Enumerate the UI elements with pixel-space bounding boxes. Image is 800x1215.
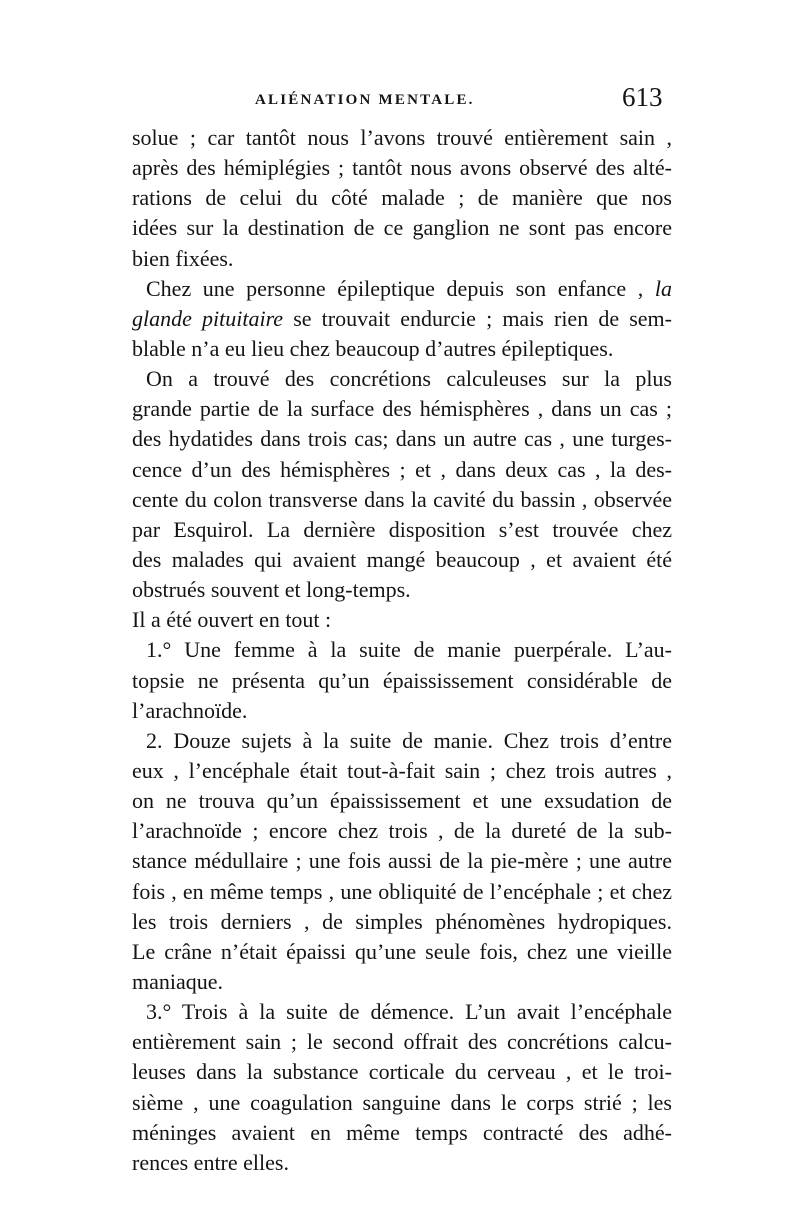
text-line: grande partie de la surface des hémisphères , dans un cas ; — [132, 396, 672, 422]
text-line: fois , en même temps , une obliquité de l’encéphale ; et chez — [132, 878, 672, 904]
text-line: idées sur la destination de ce ganglion ne sont pas encore — [132, 215, 672, 241]
text-line: glande pituitaire se trouvait endurcie ; mais rien de sem- — [132, 305, 672, 331]
text-line: cente du colon transverse dans la cavité du bassin , observée — [132, 486, 672, 512]
text-line: bien fixées. — [132, 245, 234, 271]
text-line: Il a été ouvert en tout : — [132, 607, 332, 633]
text-line: des malades qui avaient mangé beaucoup , et avaient été — [132, 546, 672, 572]
text-line: Le crâne n’était épaissi qu’une seule fois, chez une vieille — [132, 938, 672, 964]
text-line: stance médullaire ; une fois aussi de la pie-mère ; une autre — [132, 848, 672, 874]
text-line: l’arachnoïde. — [132, 697, 248, 723]
text-line: cence d’un des hémisphères ; et , dans deux cas , la des- — [132, 456, 672, 482]
running-title: ALIÉNATION MENTALE. — [255, 92, 475, 108]
text-line: sième , une coagulation sanguine dans le corps strié ; les — [132, 1089, 672, 1115]
text-line: 2. Douze sujets à la suite de manie. Chez trois d’entre — [146, 727, 672, 753]
text-line: 3.° Trois à la suite de démence. L’un avait l’encéphale — [146, 999, 672, 1025]
text-line: les trois derniers , de simples phénomènes hydropiques. — [132, 908, 672, 934]
text-line: rences entre elles. — [132, 1149, 289, 1175]
text-line: maniaque. — [132, 968, 224, 994]
text-line: Chez une personne épileptique depuis son enfance , la — [146, 275, 672, 301]
body-text — [132, 123, 672, 1178]
page-number: 613 — [622, 82, 663, 112]
text-line: eux , l’encéphale était tout-à-fait sain ; chez trois autres , — [132, 757, 672, 783]
text-line: leuses dans la substance corticale du cerveau , et le troi- — [132, 1059, 672, 1085]
text-line: topsie ne présenta qu’un épaississement considérable de — [132, 667, 672, 693]
text-line: l’arachnoïde ; encore chez trois , de la dureté de la sub- — [132, 818, 672, 844]
text-line: solue ; car tantôt nous l’avons trouvé entièrement sain , — [132, 125, 672, 150]
text-line: entièrement sain ; le second offrait des concrétions calcu- — [132, 1029, 672, 1055]
text-line: méninges avaient en même temps contracté des adhé- — [132, 1119, 672, 1145]
text-line: rations de celui du côté malade ; de manière que nos — [132, 185, 672, 211]
text-line: blable n’a eu lieu chez beaucoup d’autres épileptiques. — [132, 335, 614, 361]
text-line: 1.° Une femme à la suite de manie puerpérale. L’au- — [146, 637, 672, 663]
text-line: obstrués souvent et long-temps. — [132, 577, 411, 603]
text-line: après des hémiplégies ; tantôt nous avons observé des alté- — [132, 155, 672, 181]
text-line: on ne trouva qu’un épaississement et une exsudation de — [132, 788, 672, 814]
text-line: des hydatides dans trois cas; dans un autre cas , une turges- — [132, 426, 672, 452]
text-line: par Esquirol. La dernière disposition s’est trouvée chez — [132, 516, 672, 542]
text-line: On a trouvé des concrétions calculeuses sur la plus — [146, 366, 672, 392]
